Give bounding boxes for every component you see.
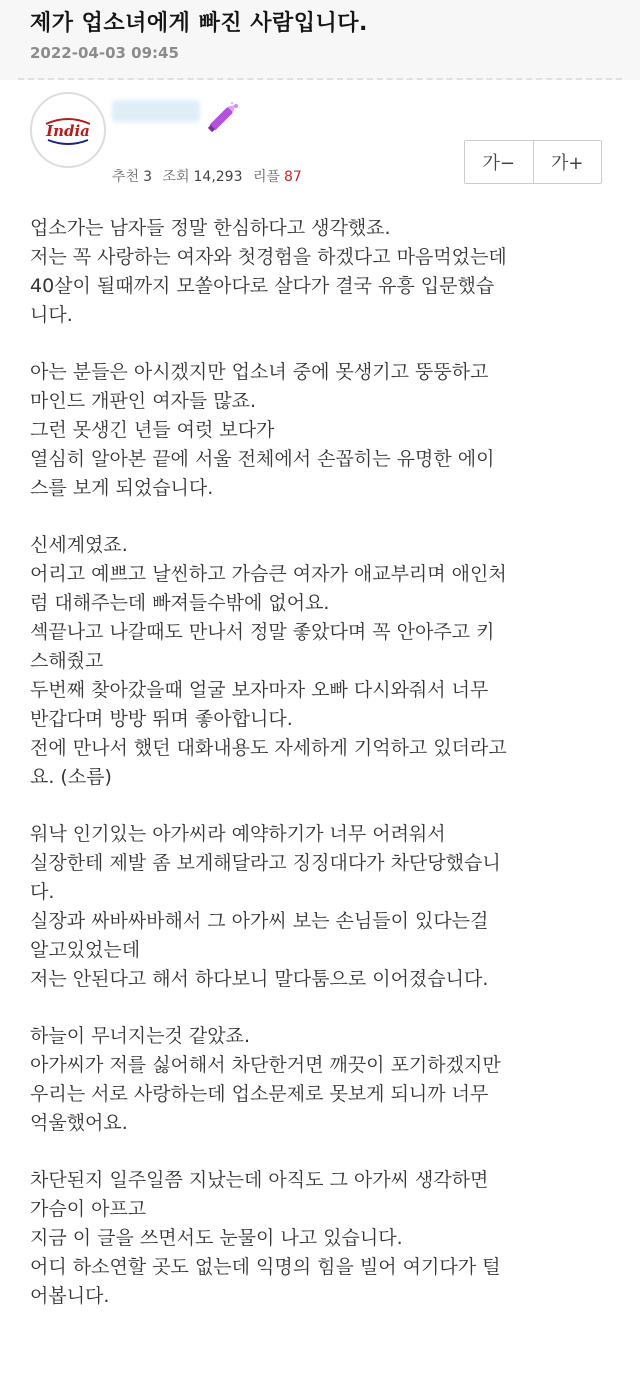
body-line: 저는 꼭 사랑하는 여자와 첫경험을 하겠다고 마음먹었는데: [30, 246, 507, 268]
pen-icon: [202, 98, 242, 138]
body-line: 어봅니다.: [30, 1285, 110, 1307]
body-paragraph: [30, 1022, 620, 1138]
post-date: 2022-04-03 09:45: [30, 44, 179, 62]
views-count: 14,293: [193, 169, 243, 185]
body-line: 가슴이 아프고: [30, 1198, 147, 1220]
body-line: 억울했어요.: [30, 1112, 128, 1134]
views-label: 조회: [162, 169, 190, 185]
body-line: 섹끝나고 나갈때도 만나서 정말 좋았다며 꼭 안아주고 키: [30, 621, 495, 643]
body-line: 두번째 찾아갔을때 얼굴 보자마자 오빠 다시와줘서 너무: [30, 679, 489, 701]
body-line: 40살이 될때까지 모쏠아다로 살다가 결국 유흥 입문했습: [30, 275, 495, 297]
recommend-count: 3: [143, 169, 152, 185]
body-paragraph: [30, 214, 620, 330]
post-title: 제가 업소녀에게 빠진 사람입니다.: [30, 11, 368, 36]
body-line: 지금 이 글을 쓰면서도 눈물이 나고 있습니다.: [30, 1227, 403, 1249]
body-line: 전에 만나서 했던 대화내용도 자세하게 기억하고 있더라고: [30, 737, 507, 759]
body-line: 우리는 서로 사랑하는데 업소문제로 못보게 되니까 너무: [30, 1083, 489, 1105]
body-line: 럼 대해주는데 빠져들수밖에 없어요.: [30, 592, 330, 614]
body-paragraph: [30, 1166, 620, 1311]
post-body: [30, 214, 620, 1339]
body-line: 요. (소름): [30, 766, 112, 788]
body-line: 워낙 인기있는 아가씨라 예약하기가 너무 어려워서: [30, 823, 446, 845]
font-size-controls: [464, 140, 602, 184]
recommend-label: 추천: [112, 169, 140, 185]
body-line: 니다.: [30, 304, 73, 326]
font-increase-button[interactable]: 가+: [533, 141, 602, 183]
body-line: 마인드 개판인 여자들 많죠.: [30, 390, 257, 412]
body-line: 아는 분들은 아시겠지만 업소녀 중에 못생기고 뚱뚱하고: [30, 361, 489, 383]
body-line: 열심히 알아본 끝에 서울 전체에서 손꼽히는 유명한 에이: [30, 448, 495, 470]
body-line: 업소가는 남자들 정말 한심하다고 생각했죠.: [30, 217, 391, 239]
replies-label: 리플: [252, 169, 281, 185]
body-line: 하늘이 무너지는것 같았죠.: [30, 1025, 251, 1047]
divider: [18, 78, 622, 80]
font-decrease-button[interactable]: 가−: [482, 153, 515, 174]
body-line: 실장과 싸바싸바해서 그 아가씨 보는 손님들이 있다는걸: [30, 910, 489, 932]
post-header: [0, 0, 640, 80]
india-logo-icon: [32, 94, 104, 166]
body-line: 신세계였죠.: [30, 534, 128, 556]
body-line: 아가씨가 저를 싫어해서 차단한거면 깨끗이 포기하겠지만: [30, 1054, 501, 1076]
body-line: 실장한테 제발 좀 보게해달라고 징징대다가 차단당했습니: [30, 852, 501, 874]
body-paragraph: [30, 531, 620, 792]
avatar[interactable]: [30, 92, 106, 168]
body-paragraph: [30, 358, 620, 503]
body-line: 어리고 예쁘고 날씬하고 가슴큰 여자가 애교부리며 애인처: [30, 563, 507, 585]
body-line: 저는 안된다고 해서 하다보니 말다툼으로 이어졌습니다.: [30, 968, 489, 990]
author-name-blurred[interactable]: [112, 100, 200, 122]
body-paragraph: [30, 820, 620, 994]
body-line: 알고있었는데: [30, 939, 141, 961]
post-stats: [112, 166, 302, 186]
body-line: 어디 하소연할 곳도 없는데 익명의 힘을 빌어 여기다가 털: [30, 1256, 501, 1278]
body-line: 스를 보게 되었습니다.: [30, 477, 214, 499]
replies-count: 87: [284, 169, 302, 185]
body-line: 다.: [30, 881, 55, 903]
body-line: 반갑다며 방방 뛰며 좋아합니다.: [30, 708, 293, 730]
svg-text:India: India: [46, 122, 90, 140]
body-line: 그런 못생긴 년들 여럿 보다가: [30, 419, 275, 441]
body-line: 스해줬고: [30, 650, 104, 672]
body-line: 차단된지 일주일쯤 지났는데 아직도 그 아가씨 생각하면: [30, 1169, 489, 1191]
